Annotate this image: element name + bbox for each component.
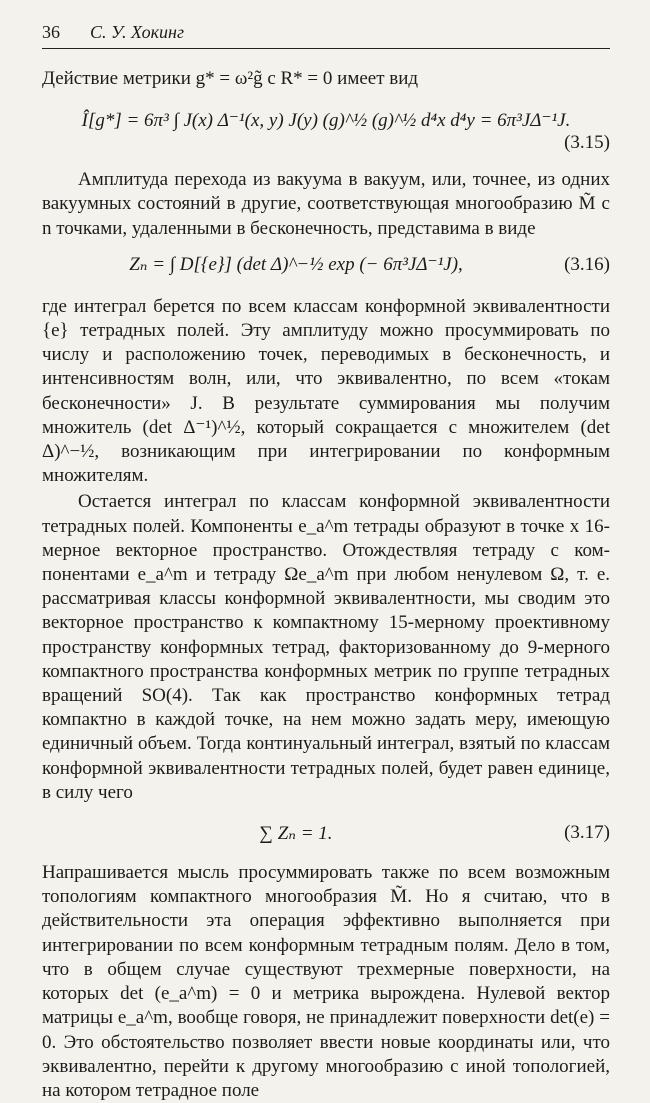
equation-3-16	[42, 245, 610, 285]
intro-line: Действие метрики g* = ω²g̃ с R* = 0 имеет вид	[42, 68, 419, 89]
equation-3-17-formula: ∑ Zₙ = 1.	[259, 822, 333, 844]
equation-3-17	[42, 813, 610, 853]
equation-3-15-formula: Î[g*] = 6π³ ∫ J(x) Δ⁻¹(x, y) J(y) (g)^½ (g)^½ d⁴x d⁴y = 6π³JΔ⁻¹J.	[81, 110, 571, 132]
paragraph-amplitude: Амплитуда перехода из вакуума в вакуум, или, точнее, из одних вакуумных состояний в другие, соответствующая многообразию M̃ с n точками, удаленными в бесконечность, представима в виде	[42, 169, 610, 239]
running-title: С. У. Хокинг	[90, 22, 184, 42]
equation-3-16-number: (3.16)	[564, 253, 610, 275]
page-number: 36	[42, 22, 60, 42]
paragraph-integral: где интеграл берется по всем классам конформной эквивалентности {e} тетрадных полей. Эту амплитуду можно просуммировать по числу и расположению точек, переводимых в бесконечность, и интенсивностям волн, или, что эквивалентно, по всем «токам бесконечности» J. В результате суммирования мы получим множитель (det Δ⁻¹)^½, который сокращается с множителем (det Δ)^−½, возникающим при интегрировании по конформным множителям.	[42, 295, 610, 487]
paragraph-remaining: Остается интеграл по классам конформной эквивалентности тетрадных полей. Компоненты e_a^m тетрады образуют в точке x 16-мерное векторное пространство. Отождествляя тетраду с компонентами e_a^m и тетраду Ωe_a^m при любом ненулевом Ω, т. е. рассматривая классы конформной эквивалентности, мы сводим это векторное пространство к компактному 15-мерному проективному пространству конформных тетрад, факторизованному до 9-мерного компактного пространства конформных метрик по группе тетрадных вращений SO(4). Так как пространство конформных тетрад компактно в каждой точке, на нем можно задать меру, имеющую единичный объем. Тогда континуальный интеграл, взятый по классам конформной эквивалентности тетрадных полей, будет равен единице, в силу чего	[42, 491, 610, 803]
paragraph-topologies: Напрашивается мысль просуммировать также по всем возможным топологиям компактного многообразия M̃. Но я считаю, что в действительности эта операция эффективно выполняется при интегрировании по всем конформным тетрадным полям. Дело в том, что в общем случае существуют трехмерные поверхности, на которых det (e_a^m) = 0 и метрика вырождена. Нулевой вектор матрицы e_a^m, вообще говоря, не принадлежит поверхности det(e) = 0. Это обстоятельство позволяет ввести новые координаты или, что эквивалентно, перейти к другому многообразию с иной топологией, на котором тетрадное поле	[42, 862, 610, 1101]
equation-3-17-number: (3.17)	[564, 822, 610, 844]
page-header	[42, 22, 610, 49]
page	[42, 22, 610, 1103]
equation-3-15-number: (3.15)	[564, 132, 610, 154]
equation-3-16-formula: Zₙ = ∫ D[{e}] (det Δ)^−½ exp (− 6π³JΔ⁻¹J),	[129, 254, 463, 276]
equation-3-15	[42, 109, 610, 132]
